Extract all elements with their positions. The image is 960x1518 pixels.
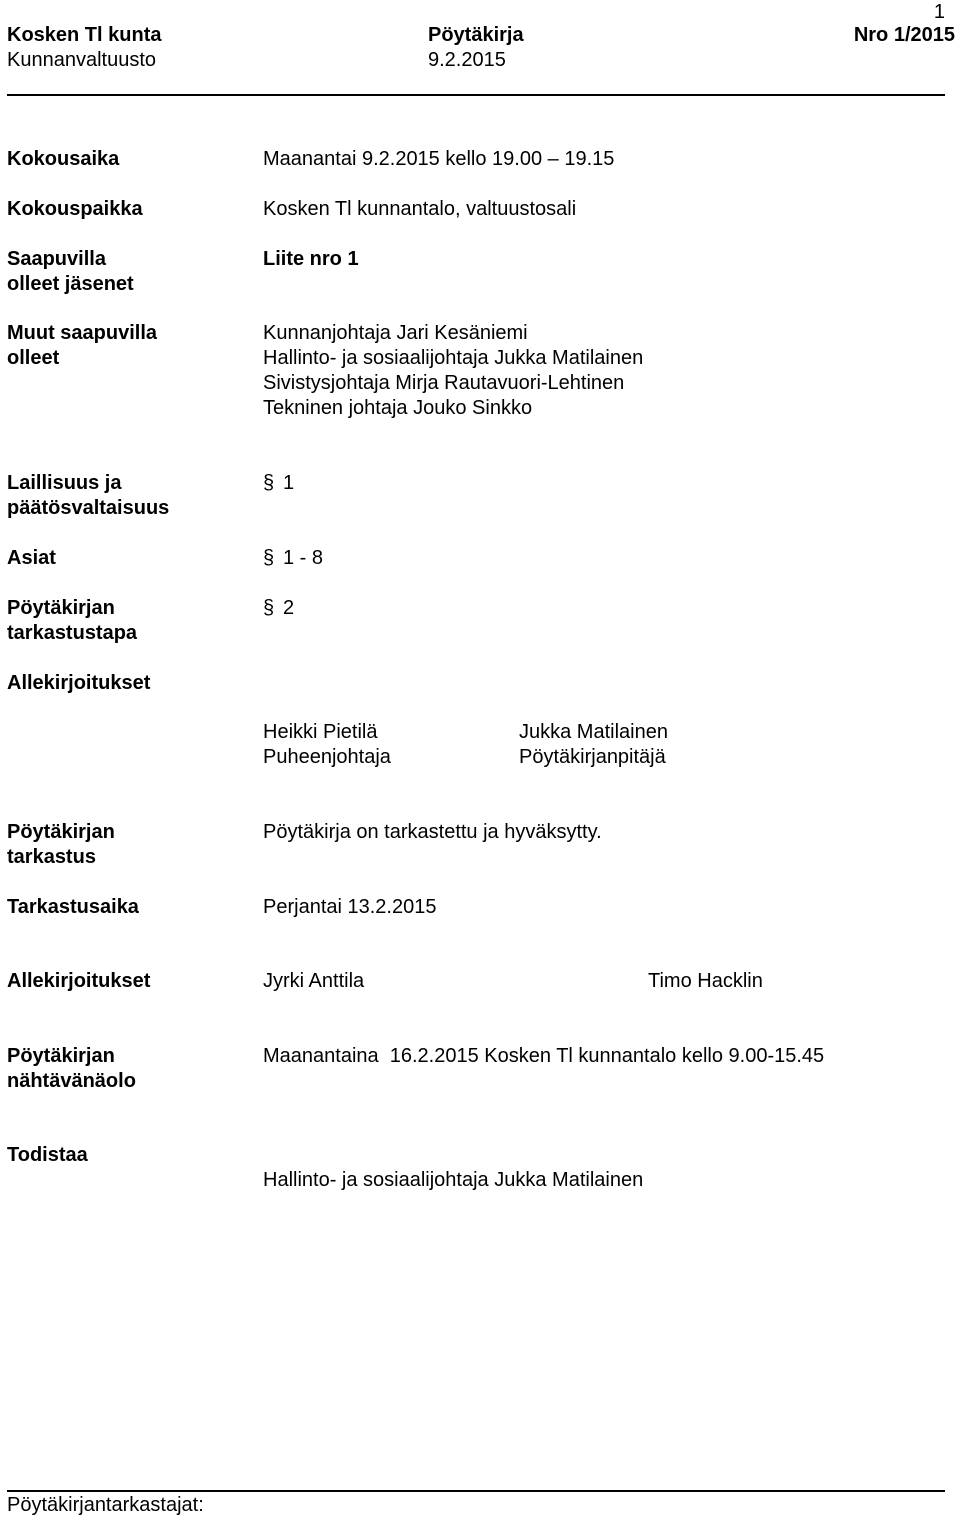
secretary-signature	[519, 720, 668, 770]
others-present-list	[263, 321, 643, 421]
header-rule	[7, 94, 945, 96]
members-present-label-line2: olleet jäsenet	[7, 273, 134, 295]
review-method-label	[7, 596, 137, 646]
list-item: Kunnanjohtaja Jari Kesäniemi	[263, 322, 528, 344]
matters-value: 1 - 8	[283, 547, 324, 569]
review-method-value: 2	[283, 597, 295, 619]
review-label-line2: tarkastus	[7, 846, 96, 868]
document-type: Pöytäkirja	[428, 24, 524, 46]
list-item: Sivistysjohtaja Mirja Rautavuori-Lehtinen	[263, 372, 625, 394]
members-present-value: Liite nro 1	[263, 248, 359, 270]
matters-label: Asiat	[7, 547, 56, 569]
review-method-label-line1: Pöytäkirjan	[7, 597, 115, 619]
meeting-place-label: Kokouspaikka	[7, 198, 143, 220]
meeting-time-value: Maanantai 9.2.2015 kello 19.00 – 19.15	[263, 148, 615, 170]
meeting-place-value: Kosken Tl kunnantalo, valtuustosali	[263, 198, 577, 220]
certify-value: Hallinto- ja sosiaalijohtaja Jukka Matilainen	[263, 1169, 644, 1191]
others-present-label	[7, 321, 157, 371]
municipality-name: Kosken Tl kunta	[7, 24, 162, 46]
secretary-role: Pöytäkirjanpitäjä	[519, 746, 666, 768]
chair-name: Heikki Pietilä	[263, 721, 378, 743]
list-item: Hallinto- ja sosiaalijohtaja Jukka Matilainen	[263, 347, 644, 369]
review-time-label: Tarkastusaika	[7, 896, 139, 918]
display-label	[7, 1044, 136, 1094]
display-label-line2: nähtävänäolo	[7, 1070, 136, 1092]
page-number: 1	[933, 1, 945, 23]
legality-label-line1: Laillisuus ja	[7, 472, 122, 494]
section-symbol: §	[263, 597, 275, 619]
others-present-label-line2: olleet	[7, 347, 60, 369]
review-method-section	[263, 596, 294, 621]
list-item: Tekninen johtaja Jouko Sinkko	[263, 397, 533, 419]
others-present-label-line1: Muut saapuvilla	[7, 322, 158, 344]
section-symbol: §	[263, 547, 275, 569]
footer-rule	[7, 1490, 945, 1492]
section-symbol: §	[263, 472, 275, 494]
review-label	[7, 820, 115, 870]
legality-label-line2: päätösvaltaisuus	[7, 497, 170, 519]
review-label-line1: Pöytäkirjan	[7, 821, 115, 843]
secretary-name: Jukka Matilainen	[519, 721, 668, 743]
legality-label	[7, 471, 169, 521]
review-value: Pöytäkirja on tarkastettu ja hyväksytty.	[263, 821, 602, 843]
review-time-value: Perjantai 13.2.2015	[263, 896, 437, 918]
chair-role: Puheenjohtaja	[263, 746, 391, 768]
document-number: Nro 1/2015	[853, 24, 955, 46]
certify-label: Todistaa	[7, 1144, 88, 1166]
display-label-line1: Pöytäkirjan	[7, 1045, 115, 1067]
meeting-time-label: Kokousaika	[7, 148, 120, 170]
members-present-label-line1: Saapuvilla	[7, 248, 106, 270]
review-signatures-label: Allekirjoitukset	[7, 970, 151, 992]
footer-reviewers-label: Pöytäkirjantarkastajat:	[7, 1494, 204, 1516]
display-value: Maanantaina 16.2.2015 Kosken Tl kunnantalo kello 9.00-15.45	[263, 1045, 825, 1067]
reviewer-2-name: Timo Hacklin	[648, 970, 763, 992]
chair-signature	[263, 720, 391, 770]
review-method-label-line2: tarkastustapa	[7, 622, 138, 644]
meeting-date: 9.2.2015	[428, 49, 506, 71]
reviewer-1-name: Jyrki Anttila	[263, 970, 365, 992]
legality-value: 1	[283, 472, 295, 494]
matters-section	[263, 546, 323, 571]
members-present-label	[7, 247, 134, 297]
signatures-label: Allekirjoitukset	[7, 672, 151, 694]
legality-section	[263, 471, 294, 496]
governing-body: Kunnanvaltuusto	[7, 49, 157, 71]
